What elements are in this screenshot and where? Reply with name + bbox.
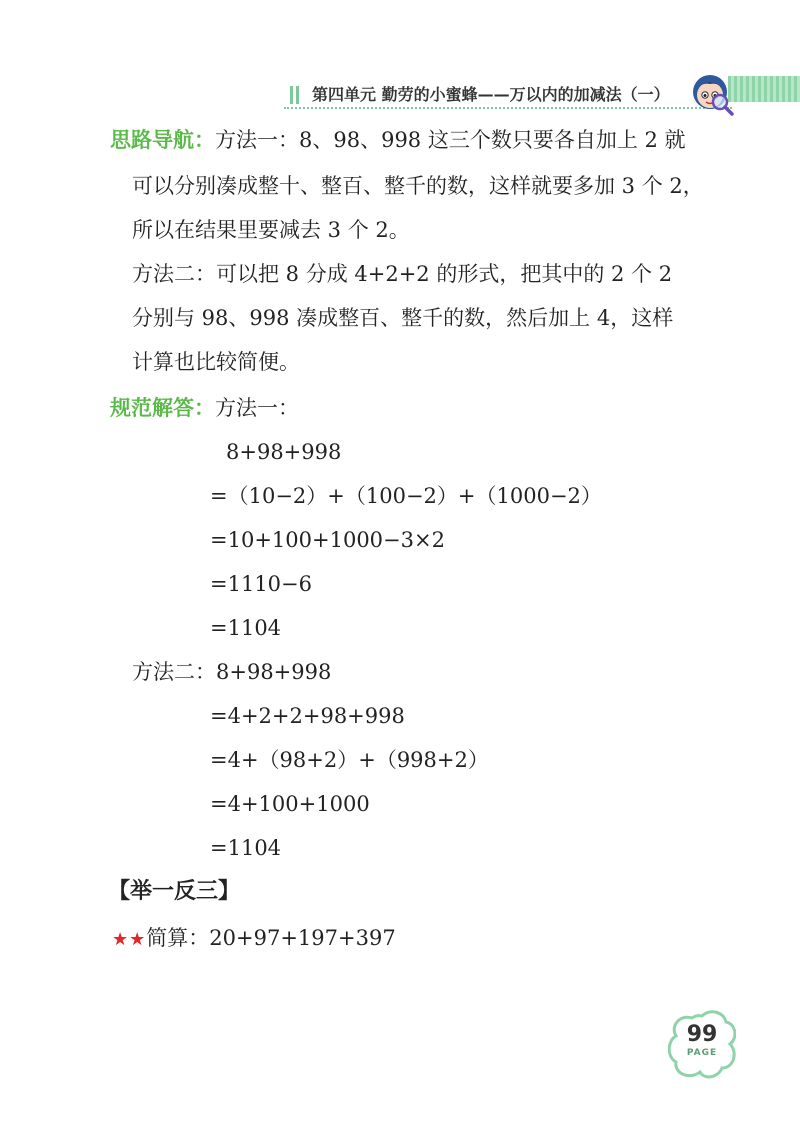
guide-line-2: 可以分别凑成整十、整百、整千的数，这样就要多加 3 个 2，: [132, 174, 704, 198]
method1-step: 8+98+998: [226, 440, 342, 464]
method2-expression: 8+98+998: [216, 660, 332, 684]
guide-line-6: 计算也比较简便。: [132, 350, 300, 374]
method1-step: =（10−2）+（100−2）+（1000−2）: [210, 484, 602, 508]
answer-label: 规范解答：: [110, 396, 215, 420]
guide-line-5: 分别与 98、998 凑成整百、整千的数，然后加上 4，这样: [132, 306, 674, 330]
page-number: 99: [686, 1022, 718, 1047]
header-divider: [284, 107, 732, 109]
method1-title: 方法一：: [215, 396, 299, 420]
practice-question-line: [112, 924, 396, 954]
page-header: [0, 0, 800, 115]
difficulty-stars: ★★: [112, 929, 147, 950]
method2-step: =4+100+1000: [210, 792, 370, 816]
guide-line-3: 所以在结果里要减去 3 个 2。: [132, 218, 410, 242]
method2-title: 方法二：: [132, 660, 216, 684]
header-bars-icon: [290, 86, 304, 104]
unit-title: 第四单元 勤劳的小蜜蜂——万以内的加减法（一）: [312, 85, 670, 104]
practice-question: 简算：20+97+197+397: [146, 926, 396, 950]
guide-label: 思路导航：: [110, 128, 215, 152]
method1-step: =1110−6: [210, 572, 312, 596]
guide-text: 方法一：8、98、998 这三个数只要各自加上 2 就: [215, 128, 686, 152]
page-word: PAGE: [686, 1048, 718, 1058]
method1-step: =1104: [210, 616, 282, 640]
method1-step: =10+100+1000−3×2: [210, 528, 445, 552]
method2-heading: [132, 658, 331, 686]
page-number-badge: [668, 1010, 736, 1080]
method2-step: =4+（98+2）+（998+2）: [210, 748, 489, 772]
mascot-magnifier-icon: [690, 72, 734, 116]
practice-title: 【举一反三】: [108, 879, 241, 904]
guide-line-1: [110, 126, 686, 154]
guide-line-4: 方法二：可以把 8 分成 4+2+2 的形式，把其中的 2 个 2: [132, 262, 673, 286]
header-decor-band: [728, 76, 800, 102]
answer-heading: [110, 394, 299, 422]
method2-step: =1104: [210, 836, 282, 860]
method2-step: =4+2+2+98+998: [210, 704, 405, 728]
